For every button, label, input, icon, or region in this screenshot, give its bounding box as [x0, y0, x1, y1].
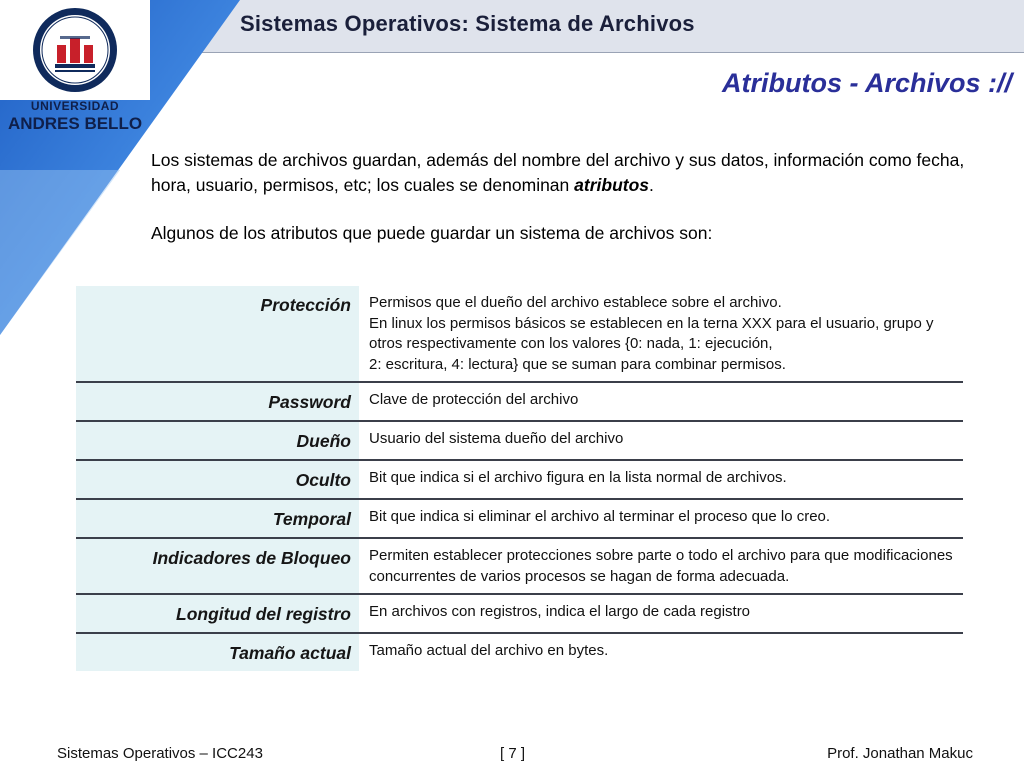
attr-desc-line: Clave de protección del archivo	[369, 391, 579, 408]
attr-desc	[359, 383, 963, 420]
logo-text-universidad: UNIVERSIDAD	[30, 99, 120, 113]
slide-subtitle: Atributos - Archivos ://	[721, 68, 1012, 98]
university-seal-icon	[0, 0, 150, 100]
attr-name: Protección	[76, 286, 359, 381]
attr-desc	[359, 634, 963, 671]
attr-desc	[359, 286, 963, 381]
intro-text	[151, 148, 981, 269]
table-row	[76, 383, 963, 422]
attr-name: Tamaño actual	[76, 634, 359, 671]
intro-p1-text: Los sistemas de archivos guardan, además del nombre del archivo y sus datos, información como fecha, hora, usuario, permisos, etc; los cuales se denominan	[151, 150, 965, 195]
intro-p1-end: .	[649, 175, 654, 195]
footer-course: Sistemas Operativos – ICC243	[57, 745, 263, 762]
attr-name: Temporal	[76, 500, 359, 537]
attr-desc	[359, 422, 963, 459]
attr-desc	[359, 539, 963, 593]
footer-author: Prof. Jonathan Makuc	[827, 745, 973, 762]
attr-name: Indicadores de Bloqueo	[76, 539, 359, 593]
attr-desc-line: 2: escritura, 4: lectura} que se suman para combinar permisos.	[369, 355, 786, 373]
table-row	[76, 595, 963, 634]
attr-desc-line: Usuario del sistema dueño del archivo	[369, 430, 624, 447]
attr-name: Password	[76, 383, 359, 420]
attr-desc-line: Bit que indica si el archivo figura en la lista normal de archivos.	[369, 469, 787, 486]
attr-name: Oculto	[76, 461, 359, 498]
attr-desc	[359, 461, 963, 498]
table-row	[76, 539, 963, 595]
attr-desc-line: En linux los permisos básicos se establecen en la terna XXX para el usuario, grupo y otros respectivamente con los valores {0: nada, 1: ejecución,	[369, 314, 934, 352]
intro-paragraph-2: Algunos de los atributos que puede guardar un sistema de archivos son:	[151, 223, 713, 243]
attr-desc	[359, 595, 963, 632]
attr-name: Longitud del registro	[76, 595, 359, 632]
attr-desc	[359, 500, 963, 537]
attr-desc-line: En archivos con registros, indica el largo de cada registro	[369, 603, 751, 620]
attr-name: Dueño	[76, 422, 359, 459]
university-logo	[0, 0, 150, 140]
attr-desc-line: Bit que indica si eliminar el archivo al terminar el proceso que lo creo.	[369, 508, 831, 525]
attr-desc-line: Tamaño actual del archivo en bytes.	[369, 642, 609, 659]
attr-desc-line: Permiten establecer protecciones sobre parte o todo el archivo para que modificaciones concurrentes de varios procesos se hagan de forma adecuada.	[369, 547, 953, 585]
logo-text-andres-bello: ANDRES BELLO	[7, 114, 143, 133]
table-row	[76, 461, 963, 500]
intro-paragraph-1	[151, 148, 981, 198]
footer-page-number: [ 7 ]	[500, 745, 526, 762]
table-row	[76, 286, 963, 383]
intro-p1-emphasis: atributos	[574, 175, 650, 195]
attributes-table	[76, 286, 963, 671]
table-row	[76, 500, 963, 539]
table-row	[76, 422, 963, 461]
table-row	[76, 634, 963, 671]
slide-header-title: Sistemas Operativos: Sistema de Archivos	[240, 11, 695, 36]
attr-desc-line: Permisos que el dueño del archivo establece sobre el archivo.	[369, 294, 782, 311]
